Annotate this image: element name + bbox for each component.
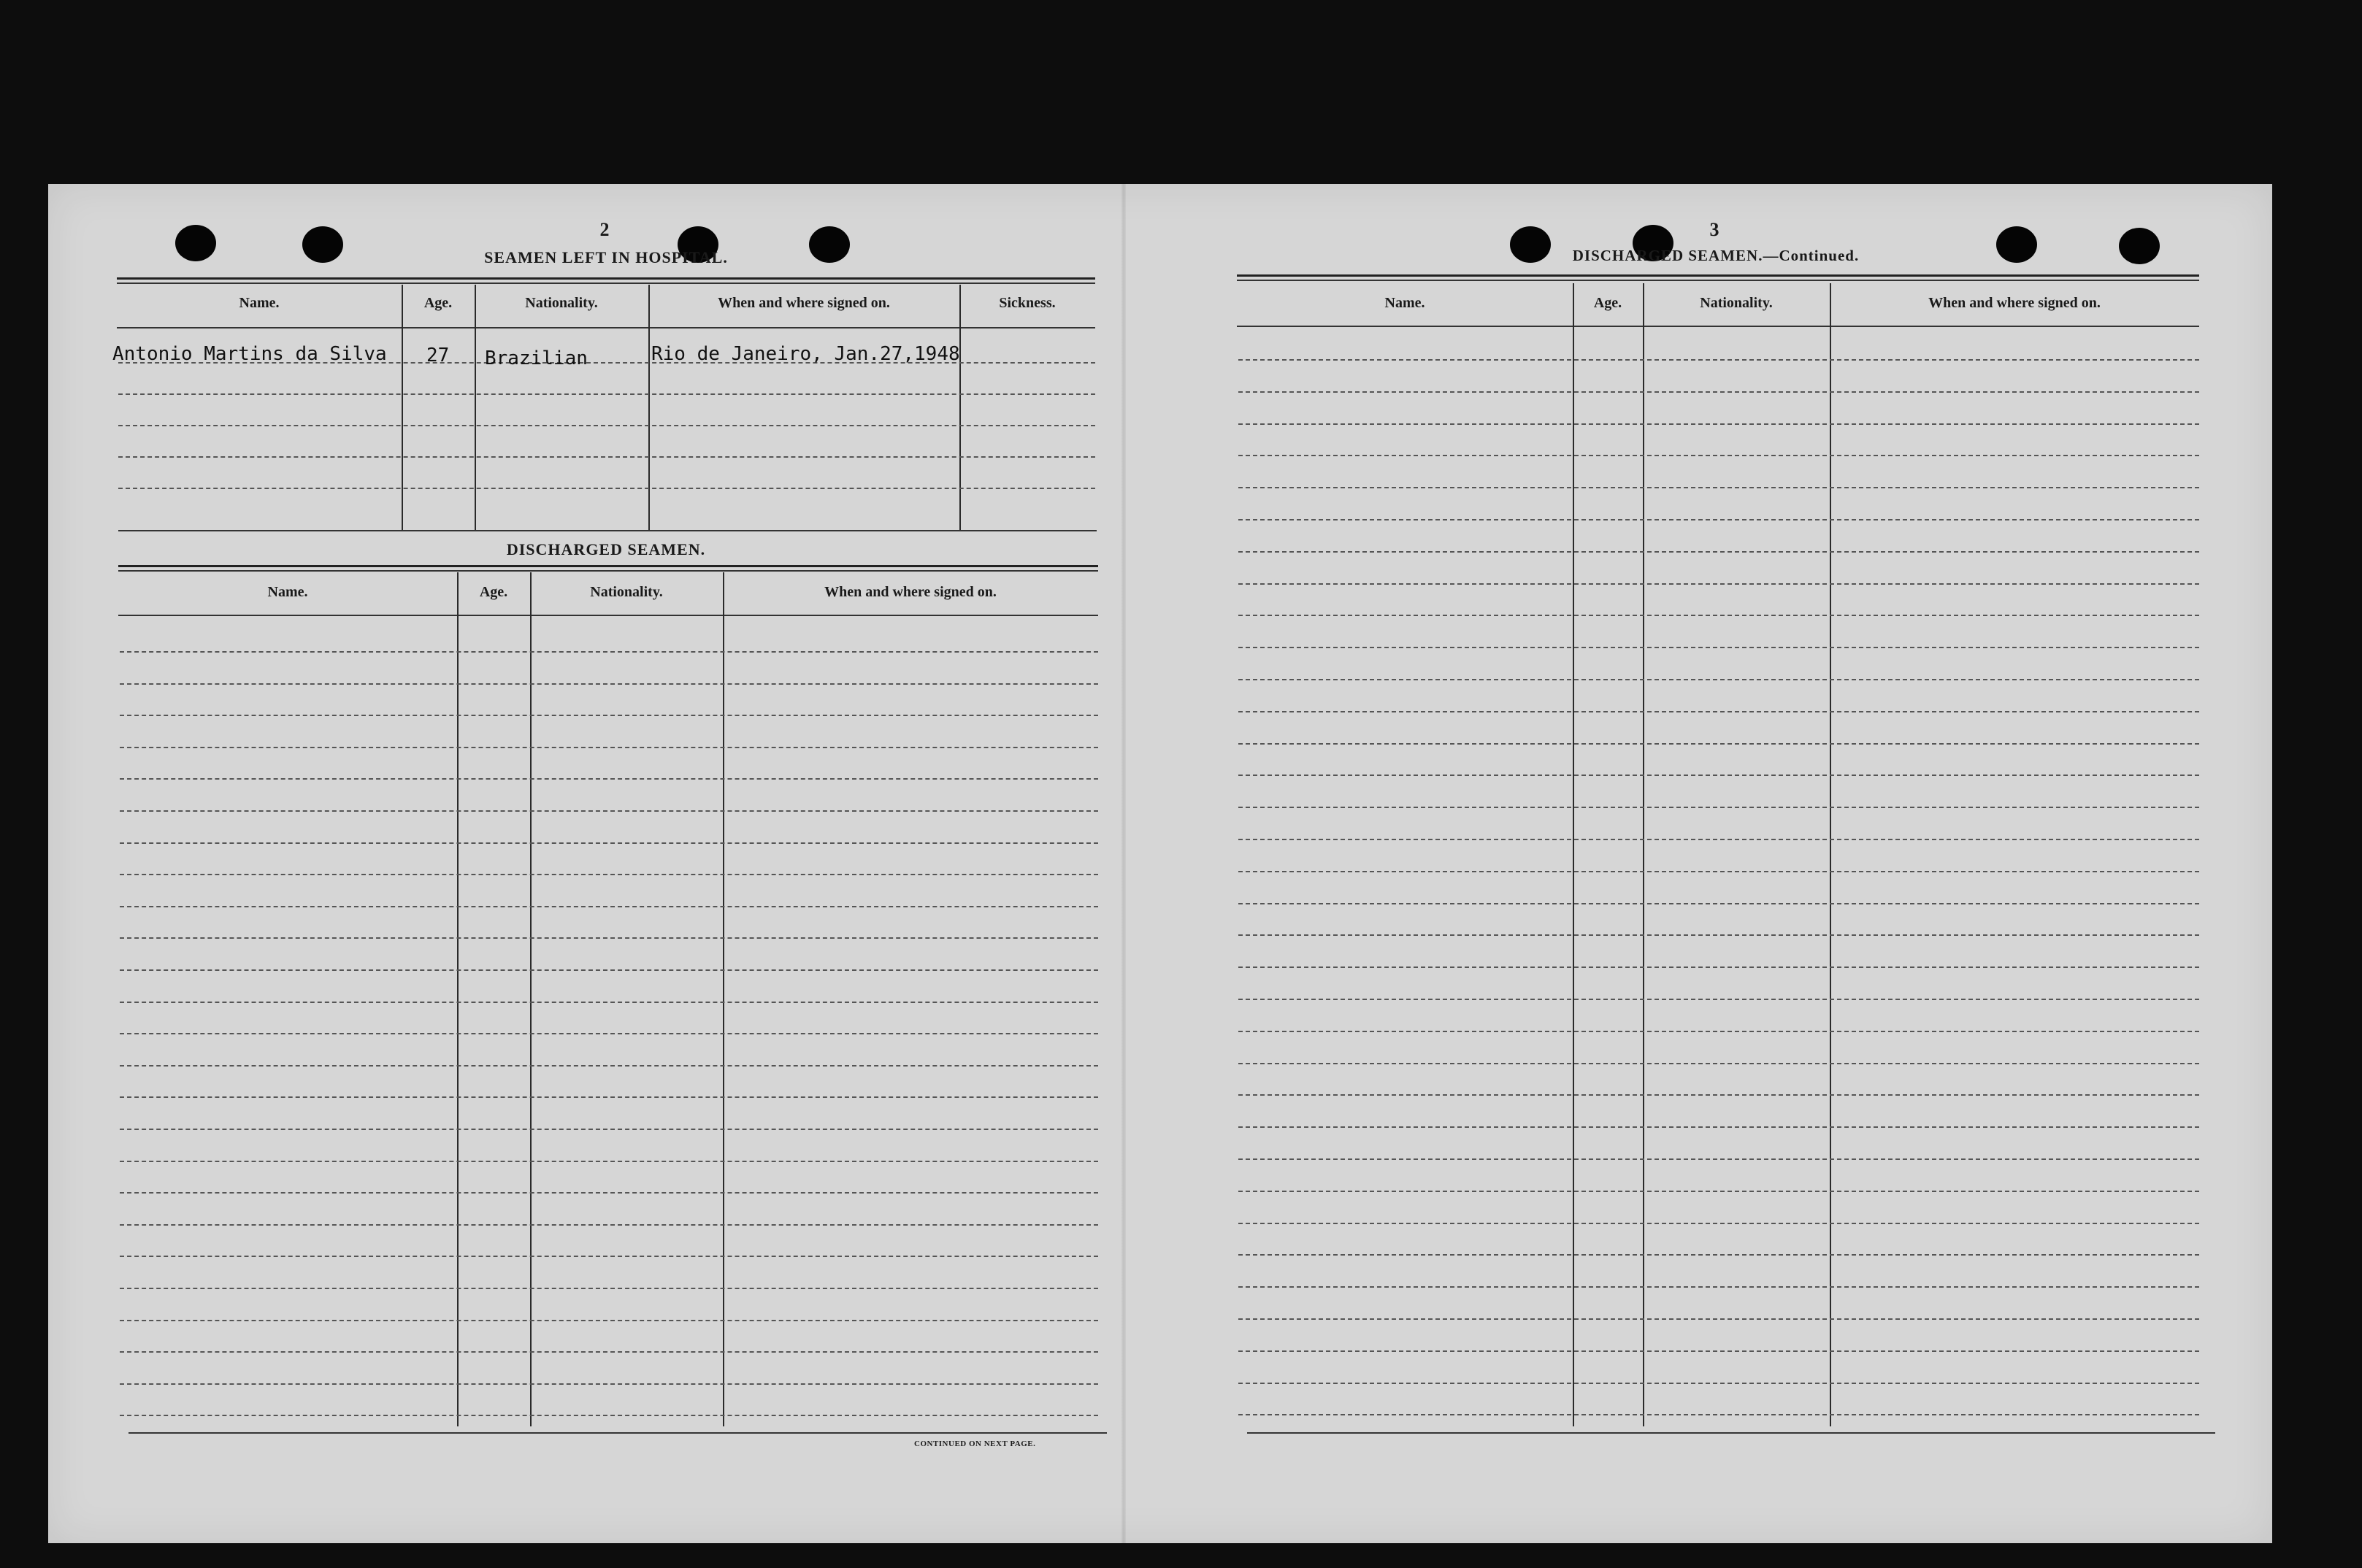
discharged-right-ruling-line <box>1238 1094 2199 1096</box>
punch-hole <box>302 226 343 263</box>
discharged-left-col-divider <box>723 572 724 1426</box>
discharged-left-col-signed-on: When and where signed on. <box>824 584 997 600</box>
discharged-header-rule-right <box>1237 326 2199 327</box>
hospital-col-signed-on: When and where signed on. <box>718 295 890 311</box>
discharged-left-ruling-line <box>120 906 1098 907</box>
discharged-left-ruling-line <box>120 778 1098 780</box>
discharged-left-ruling-line <box>120 1033 1098 1034</box>
discharged-right-col-nationality: Nationality. <box>1700 295 1773 311</box>
discharged-right-ruling-line <box>1238 1223 2199 1224</box>
discharged-left-ruling-line <box>120 1351 1098 1353</box>
discharged-left-ruling-line <box>120 1320 1098 1321</box>
discharged-left-col-divider <box>530 572 532 1426</box>
discharged-right-ruling-line <box>1238 647 2199 648</box>
punch-hole <box>2119 228 2160 264</box>
hospital-section-title: SEAMEN LEFT IN HOSPITAL. <box>484 248 728 266</box>
discharged-right-ruling-line <box>1238 807 2199 808</box>
discharged-right-ruling-line <box>1238 1191 2199 1192</box>
discharged-right-ruling-line <box>1238 551 2199 553</box>
discharged-right-ruling-line <box>1238 1318 2199 1320</box>
discharged-left-ruling-line <box>120 842 1098 844</box>
hospital-col-divider <box>648 285 650 530</box>
discharged-top-rule-left <box>118 565 1098 567</box>
discharged-right-ruling-line <box>1238 839 2199 840</box>
hospital-row-nationality: Brazilian <box>485 347 588 369</box>
discharged-left-ruling-line <box>120 1002 1098 1003</box>
discharged-right-ruling-line <box>1238 903 2199 904</box>
hospital-ruling-line <box>118 425 1095 426</box>
discharged-right-ruling-line <box>1238 1286 2199 1288</box>
discharged-right-ruling-line <box>1238 359 2199 361</box>
hospital-col-age: Age. <box>423 295 453 311</box>
discharged-right-ruling-line <box>1238 1158 2199 1160</box>
discharged-left-ruling-line <box>120 747 1098 748</box>
discharged-right-ruling-line <box>1238 1126 2199 1128</box>
discharged-header-rule-left <box>118 615 1098 616</box>
page-fold <box>1121 184 1126 1543</box>
discharged-right-ruling-line <box>1238 391 2199 393</box>
discharged-left-ruling-line <box>120 683 1098 685</box>
discharged-left-ruling-line <box>120 1065 1098 1067</box>
discharged-right-ruling-line <box>1238 871 2199 872</box>
hospital-col-divider <box>475 285 476 530</box>
hospital-col-divider <box>959 285 961 530</box>
discharged-bottom-rule-left <box>129 1432 1107 1434</box>
discharged-top-rule-right <box>1237 274 2199 277</box>
discharged-right-col-age: Age. <box>1593 295 1622 311</box>
discharged-right-ruling-line <box>1238 519 2199 520</box>
discharged-left-ruling-line <box>120 1256 1098 1257</box>
discharged-right-ruling-line <box>1238 1254 2199 1256</box>
discharged-right-ruling-line <box>1238 934 2199 936</box>
discharged-right-ruling-line <box>1238 999 2199 1000</box>
document-sheet <box>48 184 2272 1543</box>
discharged-left-col-nationality: Nationality. <box>590 584 663 600</box>
discharged-left-ruling-line <box>120 969 1098 971</box>
discharged-left-ruling-line <box>120 1415 1098 1416</box>
discharged-left-ruling-line <box>120 715 1098 716</box>
punch-hole <box>1996 226 2037 263</box>
discharged-right-ruling-line <box>1238 1383 2199 1384</box>
hospital-ruling-line <box>118 488 1095 489</box>
discharged-left-ruling-line <box>120 1224 1098 1226</box>
punch-hole <box>175 225 216 261</box>
hospital-row-name: Antonio Martins da Silva <box>112 343 387 365</box>
discharged-right-ruling-line <box>1238 1414 2199 1415</box>
discharged-left-ruling-line <box>120 1192 1098 1194</box>
discharged-right-ruling-line <box>1238 615 2199 616</box>
page-number-right: 3 <box>1709 219 1719 240</box>
discharged-right-ruling-line <box>1238 775 2199 776</box>
hospital-bottom-rule <box>118 530 1097 531</box>
discharged-section-title-right: DISCHARGED SEAMEN.—Continued. <box>1572 247 1860 264</box>
discharged-right-ruling-line <box>1238 711 2199 712</box>
discharged-right-ruling-line <box>1238 455 2199 456</box>
hospital-header-rule <box>117 327 1095 328</box>
discharged-right-ruling-line <box>1238 1031 2199 1032</box>
discharged-right-ruling-line <box>1238 1063 2199 1064</box>
discharged-left-col-divider <box>457 572 459 1426</box>
continued-note: CONTINUED ON NEXT PAGE. <box>914 1440 1036 1448</box>
discharged-right-ruling-line <box>1238 743 2199 745</box>
hospital-row-age: 27 <box>426 345 450 366</box>
discharged-left-col-name: Name. <box>267 584 308 600</box>
discharged-right-ruling-line <box>1238 487 2199 488</box>
discharged-right-ruling-line <box>1238 423 2199 425</box>
discharged-right-col-signed-on: When and where signed on. <box>1928 295 2101 311</box>
page-number-left: 2 <box>599 219 610 240</box>
discharged-right-ruling-line <box>1238 679 2199 680</box>
hospital-col-divider <box>402 285 403 530</box>
discharged-right-ruling-line <box>1238 1350 2199 1352</box>
punch-hole <box>809 226 850 263</box>
hospital-col-sickness: Sickness. <box>999 295 1056 311</box>
discharged-left-ruling-line <box>120 1161 1098 1162</box>
discharged-right-ruling-line <box>1238 966 2199 968</box>
discharged-left-ruling-line <box>120 1096 1098 1098</box>
discharged-bottom-rule-right <box>1247 1432 2215 1434</box>
hospital-ruling-line <box>118 456 1095 458</box>
discharged-left-ruling-line <box>120 1383 1098 1385</box>
hospital-col-name: Name. <box>239 295 280 311</box>
discharged-right-col-name: Name. <box>1384 295 1425 311</box>
discharged-section-title-left: DISCHARGED SEAMEN. <box>506 540 706 558</box>
discharged-right-ruling-line <box>1238 583 2199 585</box>
discharged-left-ruling-line <box>120 651 1098 653</box>
hospital-row-signed-on: Rio de Janeiro, Jan.27,1948 <box>651 343 960 365</box>
discharged-left-ruling-line <box>120 937 1098 939</box>
discharged-left-ruling-line <box>120 874 1098 875</box>
discharged-left-ruling-line <box>120 810 1098 812</box>
discharged-left-col-age: Age. <box>479 584 508 600</box>
hospital-col-nationality: Nationality. <box>525 295 598 311</box>
hospital-top-rule <box>117 277 1095 280</box>
hospital-ruling-line <box>118 393 1095 395</box>
discharged-left-ruling-line <box>120 1129 1098 1130</box>
discharged-left-ruling-line <box>120 1288 1098 1289</box>
